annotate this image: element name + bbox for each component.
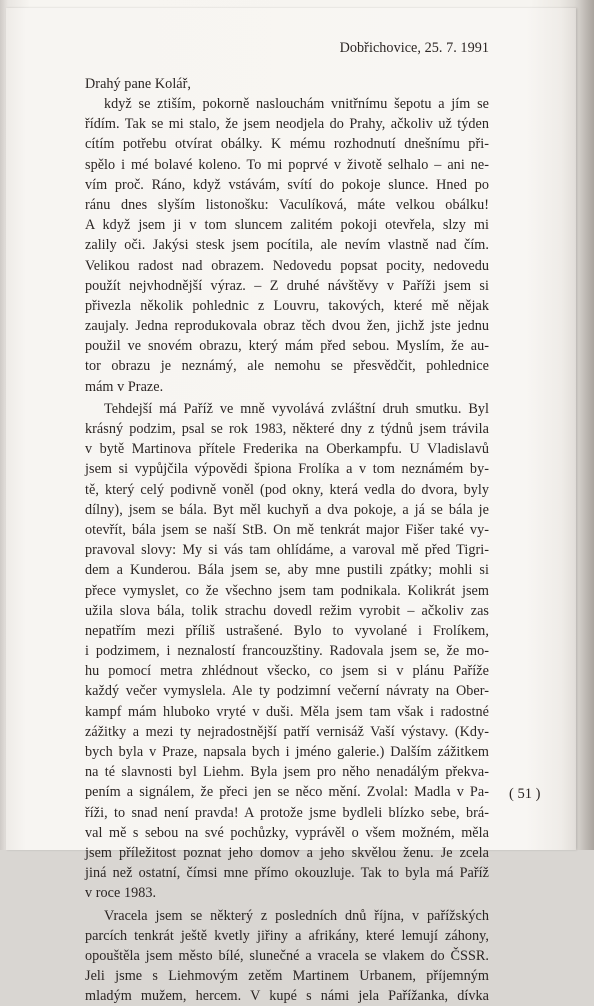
text-line: tě, který celý podivně voněl (pod okny, která vedla do dvora, byly xyxy=(85,480,489,500)
text-line: když se ztiším, pokorně naslouchám vnitřnímu šepotu a jím se xyxy=(85,94,489,114)
text-line: dílny), jsem se bála. Byt měl kuchyň a dva pokoje, a já se bála je xyxy=(85,500,489,520)
text-line: mladým mužem, hercem. V kupé s námi jela Pařížanka, dívka xyxy=(85,986,489,1006)
page-number: ( 51 ) xyxy=(509,784,540,804)
paragraphs xyxy=(85,94,489,1006)
text-line: A když jsem ji v tom sluncem zalitém pokoji otevřela, slzy mi xyxy=(85,215,489,235)
letter-body xyxy=(85,38,489,1006)
paragraph xyxy=(85,906,489,1006)
paragraph xyxy=(85,399,489,904)
text-line: přivezla několik pohlednic z Louvru, takových, které mě nějak xyxy=(85,296,489,316)
paragraph xyxy=(85,94,489,397)
text-line: kampf mám hluboko vryté v duši. Měla jsem tam však i radostné xyxy=(85,702,489,722)
text-line: říži, to snad není pravda! A protože jsme bydleli blízko sebe, brá- xyxy=(85,803,489,823)
text-line: parcích tenkrát ještě kvetly jiřiny a afrikány, které lemují záhony, xyxy=(85,926,489,946)
text-line: v bytě Martinova přítele Frederika na Oberkampfu. U Vladislavů xyxy=(85,439,489,459)
text-line: jsem si vypůjčila výpovědi špiona Frolíka a v tom neznámém by- xyxy=(85,459,489,479)
text-line: na té slavnosti byl Liehm. Byla jsem pro něho nenadálým překva- xyxy=(85,762,489,782)
text-line: každý večer vymyslela. Ale ty podzimní večerní návraty na Ober- xyxy=(85,681,489,701)
text-line: vím proč. Ráno, když vstávám, svítí do pokoje slunce. Hned po xyxy=(85,175,489,195)
text-line: nepatřím mezi příliš ustrašené. Bylo to vyvolané i Frolíkem, xyxy=(85,621,489,641)
text-line: jsem příležitost poznat jeho domov a jeho skvělou ženu. Je zcela xyxy=(85,843,489,863)
salutation: Drahý pane Kolář, xyxy=(85,74,489,94)
text-line: užila slova bála, tolik strachu dovedl režim vyrobit – ačkoliv zas xyxy=(85,601,489,621)
text-line: řídím. Tak se mi stalo, že jsem neodjela do Prahy, ačkoliv už týden xyxy=(85,114,489,134)
text-line: hu pomocí metra zhlédnout všecko, co jsem si v plánu Paříže xyxy=(85,661,489,681)
text-line: dem a Kunderou. Bála jsem se, aby mne pustili zpátky; mohli si xyxy=(85,560,489,580)
text-line: pením a signálem, že přeci jen se něco mění. Zvolal: Madla v Pa- xyxy=(85,782,489,802)
text-line: val mě s sebou na své pochůzky, vyprávěl o všem možném, měla xyxy=(85,823,489,843)
text-line: Jeli jsme s Liehmovým zetěm Martinem Urbanem, příjemným xyxy=(85,966,489,986)
text-line: použil ve snovém obrazu, který mám před sebou. Myslím, že au- xyxy=(85,336,489,356)
text-line: tor obrazu je neznámý, ale nemohu se přesvědčit, pohlednice xyxy=(85,356,489,376)
text-line: Tehdejší má Paříž ve mně vyvolává zvláštní druh smutku. Byl xyxy=(85,399,489,419)
text-line: ránu dnes slyším listonošku: Vaculíková, máte velkou obálku! xyxy=(85,195,489,215)
text-line: opouštěla jsem město bílé, slunečné a vracela se vlakem do ČSSR. xyxy=(85,946,489,966)
page-edge-shadow xyxy=(574,0,594,850)
dateline: Dobřichovice, 25. 7. 1991 xyxy=(85,38,489,58)
text-line: zážitky a mezi ty nejradostnější patří vernisáž Vaší výstavy. (Kdy- xyxy=(85,722,489,742)
text-line: v roce 1983. xyxy=(85,883,489,903)
text-line: jiná než ostatní, čímsi mne přímo okouzluje. Tak to byla má Paříž xyxy=(85,863,489,883)
text-line: Velikou radost nad obrazem. Nedovedu popsat pocity, nedovedu xyxy=(85,256,489,276)
text-line: zalily oči. Jakýsi stesk jsem pocítila, ale nevím vlastně nad čím. xyxy=(85,235,489,255)
text-line: spělo i mé bolavé koleno. To mi poprvé v životě selhalo – ani ne- xyxy=(85,155,489,175)
text-line: cítím potřebu otvírat obálky. K mému rozhodnutí dnešnímu při- xyxy=(85,134,489,154)
text-line: mám v Praze. xyxy=(85,377,489,397)
text-line: bych byla v Praze, napsala bych i jméno galerie.) Dalším zážitkem xyxy=(85,742,489,762)
text-line: krásný podzim, psal se rok 1983, některé dny z týdnů jsem trávila xyxy=(85,419,489,439)
text-line: otevřít, bála jsem se naší StB. On mě tenkrát major Fišer také vy- xyxy=(85,520,489,540)
text-line: pravoval slovy: My si vás tam ohlídáme, a varoval mě před Tigri- xyxy=(85,540,489,560)
text-line: použít nejvhodnější výraz. – Z druhé návštěvy v Paříži jsem si xyxy=(85,276,489,296)
text-line: i podzimem, i neznalostí francouzštiny. Radovala jsem se, že mo- xyxy=(85,641,489,661)
text-line: přece vymyslet, co že všechno jsem tam podnikala. Kolikrát jsem xyxy=(85,581,489,601)
text-line: Vracela jsem se některý z posledních dnů října, v pařížských xyxy=(85,906,489,926)
text-line: zaujaly. Jedna reprodukovala obraz těch dvou žen, jichž jste jednu xyxy=(85,316,489,336)
